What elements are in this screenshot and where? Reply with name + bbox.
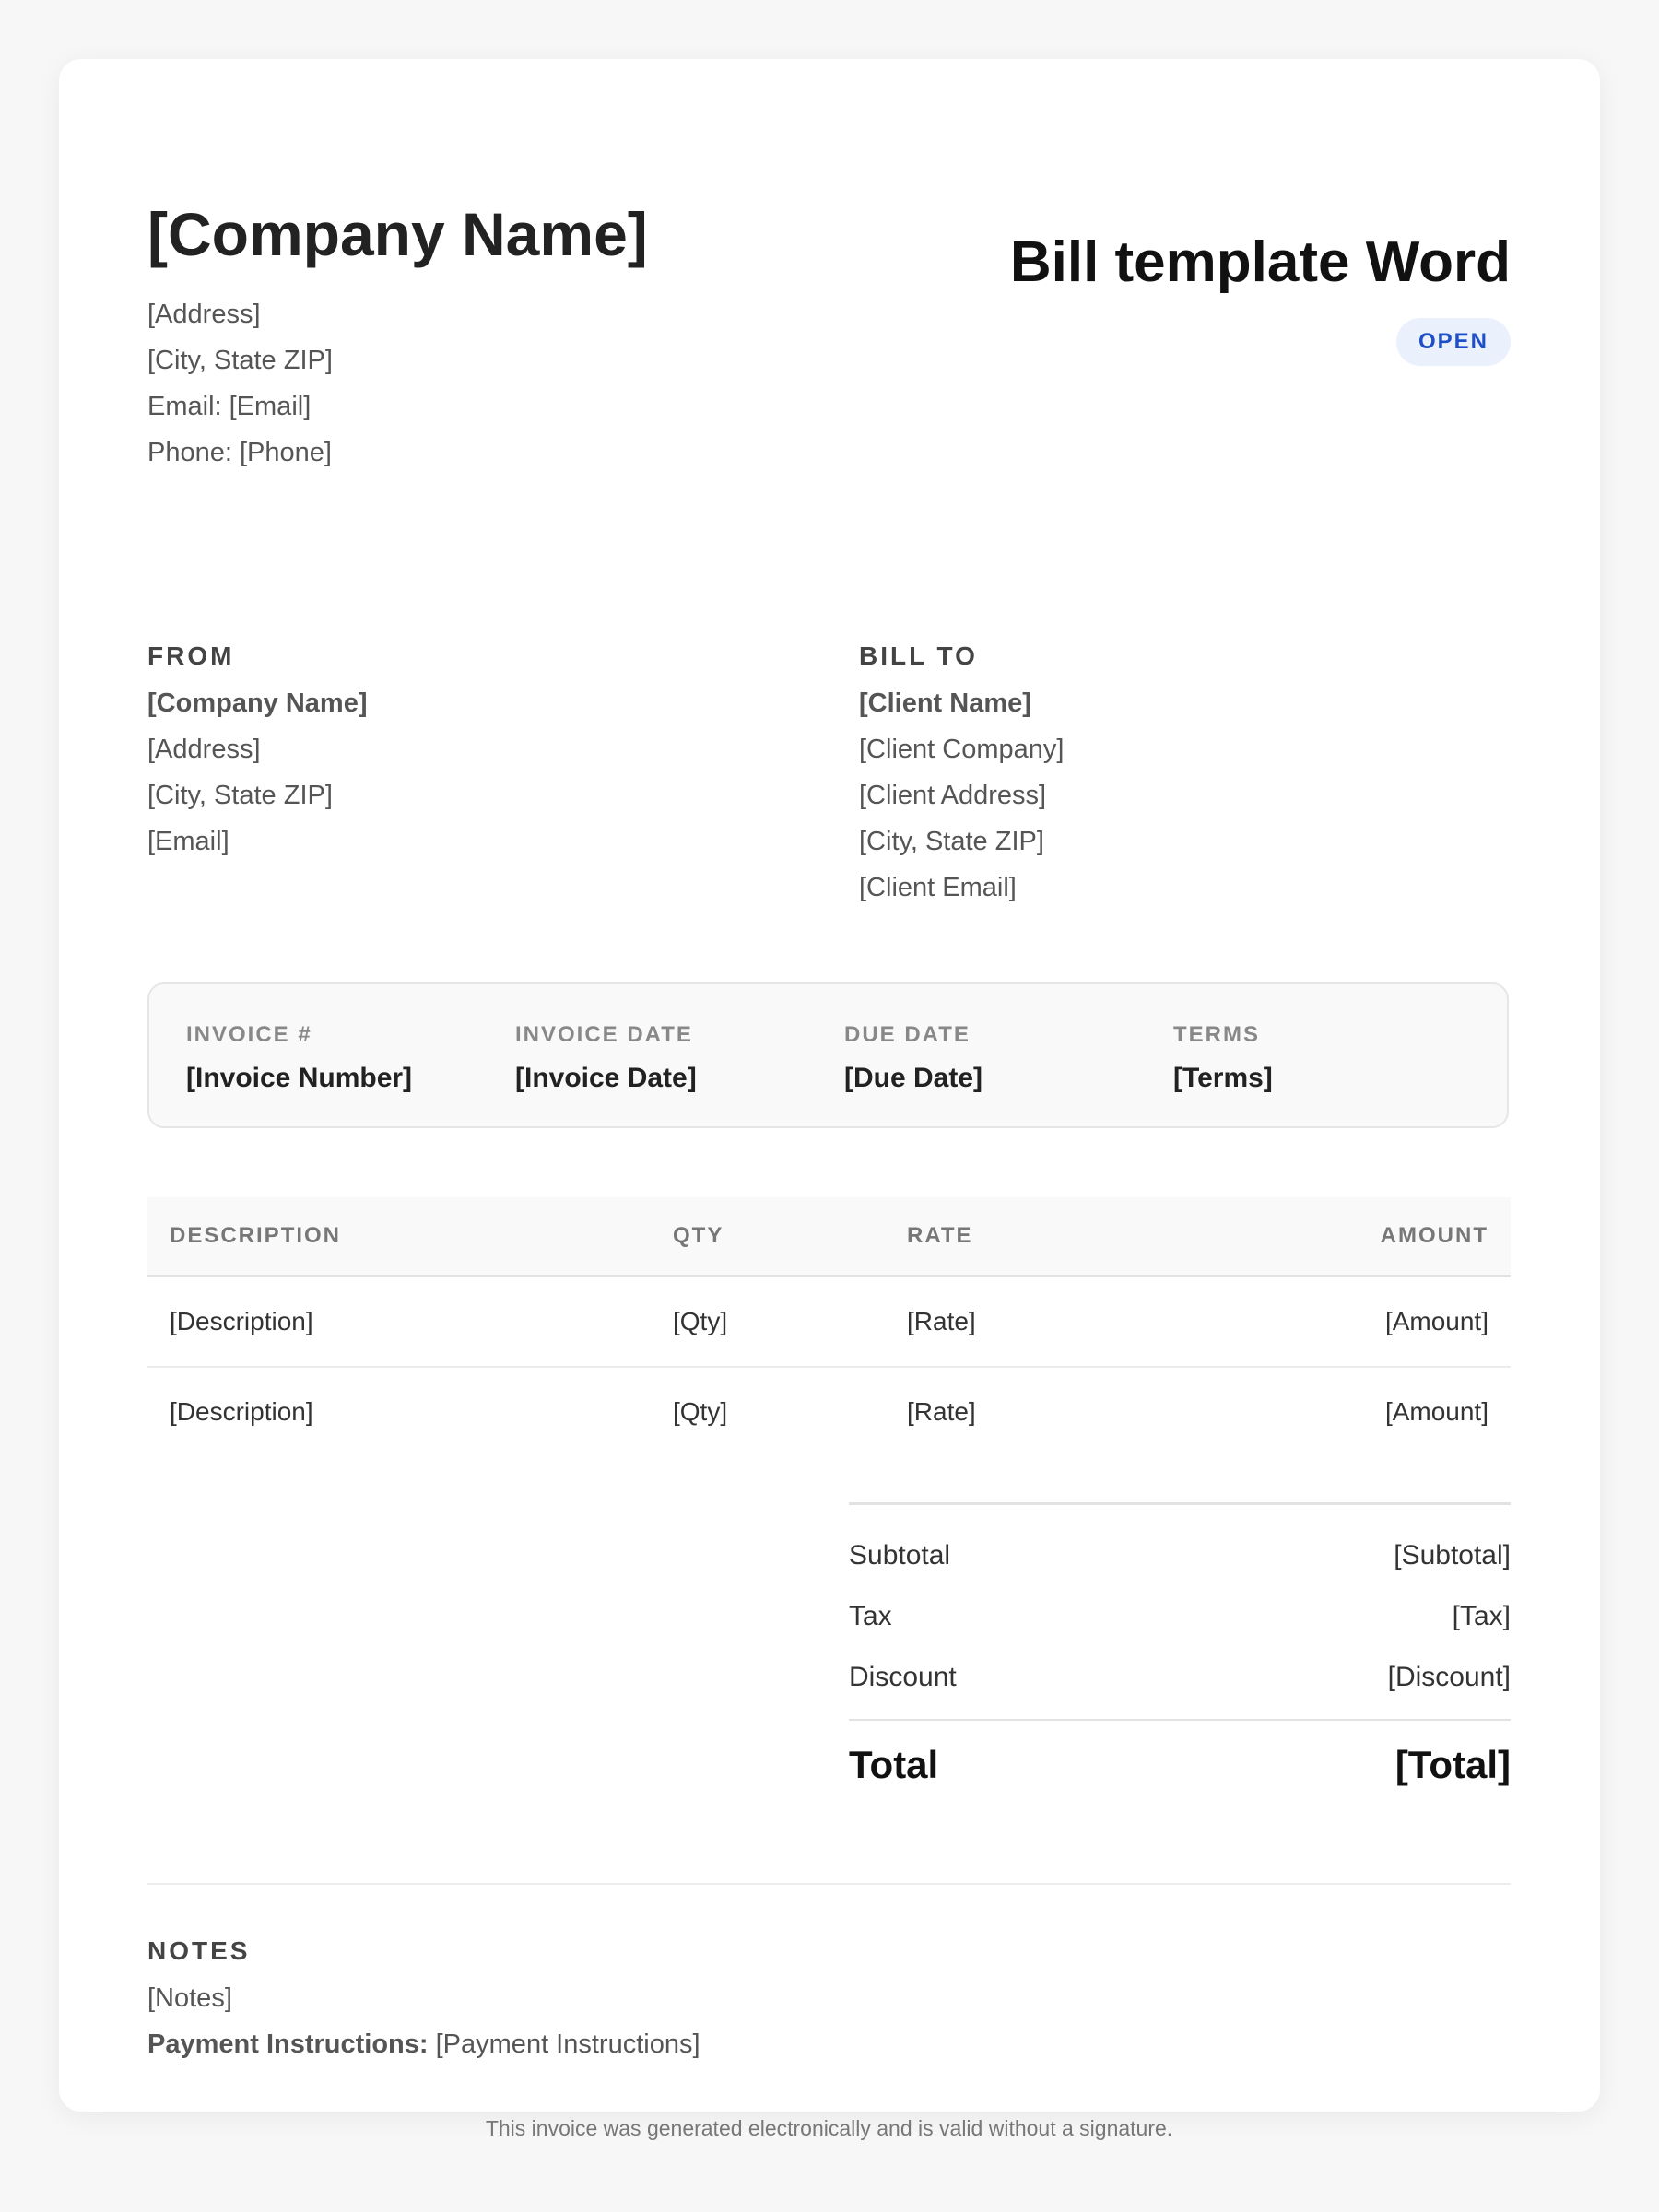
client-city: [City, State ZIP] [859,827,1044,856]
meta-label: INVOICE DATE [515,1022,693,1047]
meta-invoice-date [515,1021,697,1095]
notes-section [147,1883,1511,2067]
cell-amount: [Amount] [1384,1397,1488,1426]
cell-qty: [Qty] [673,1397,728,1426]
table-row [147,1277,1511,1368]
payment-instructions [147,2021,1511,2067]
meta-due-date [844,1021,982,1095]
client-name: [Client Name] [859,688,1031,718]
meta-invoice-number [186,1021,412,1095]
company-city: [City, State ZIP] [147,346,333,375]
meta-label: TERMS [1173,1022,1260,1047]
payment-text: [Payment Instructions] [435,2030,700,2059]
from-address: [Address] [147,735,261,764]
col-description: DESCRIPTION [147,1197,651,1277]
discount-row [849,1647,1511,1708]
subtotal-row [849,1525,1511,1586]
cell-rate: [Rate] [907,1397,976,1426]
meta-terms [1173,1021,1273,1095]
col-amount: AMOUNT [1261,1197,1511,1277]
col-rate: RATE [885,1197,1261,1277]
company-contact [147,291,333,476]
meta-value: [Invoice Number] [186,1063,413,1093]
meta-value: [Invoice Date] [515,1063,697,1093]
tax-label: Tax [849,1601,892,1631]
cell-rate: [Rate] [885,1277,1261,1368]
meta-label: INVOICE # [186,1022,312,1047]
status-badge: OPEN [1396,318,1511,366]
payment-label: Payment Instructions: [147,2030,429,2059]
company-name: [Company Name] [147,200,648,268]
table-row [147,1367,1511,1456]
notes-text: [Notes] [147,1983,232,2013]
company-address: [Address] [147,300,261,329]
discount-label: Discount [849,1662,957,1692]
cell-description: [Description] [170,1397,313,1426]
from-email: [Email] [147,827,229,856]
client-company: [Client Company] [859,735,1065,764]
table-header-row [147,1197,1511,1277]
company-phone: Phone: [Phone] [147,438,332,467]
subtotal-label: Subtotal [849,1540,951,1571]
subtotal-value: [Subtotal] [1394,1540,1511,1571]
cell-qty: [Qty] [651,1277,885,1368]
tax-row [849,1586,1511,1647]
document-title: Bill template Word [1009,230,1511,294]
cell-description: [Description] [147,1277,651,1368]
tax-value: [Tax] [1452,1601,1511,1631]
from-city: [City, State ZIP] [147,781,333,810]
total-row [849,1719,1511,1809]
invoice-card [59,59,1600,2140]
meta-value: [Due Date] [844,1063,983,1093]
from-name: [Company Name] [147,688,368,718]
col-qty: QTY [651,1197,885,1277]
meta-value: [Terms] [1173,1063,1273,1093]
bill-to-section [859,638,1504,911]
invoice-meta-box [147,982,1509,1128]
total-label: Total [849,1743,939,1786]
from-label: FROM [147,641,235,670]
client-email: [Client Email] [859,873,1017,902]
company-email: Email: [Email] [147,392,312,421]
cell-amount: [Amount] [1261,1277,1511,1368]
client-address: [Client Address] [859,781,1047,810]
discount-value: [Discount] [1387,1662,1511,1692]
notes-label: NOTES [147,1936,251,1965]
bill-to-label: BILL TO [859,641,978,670]
total-value: [Total] [1394,1743,1511,1786]
meta-label: DUE DATE [844,1022,971,1047]
footer-note: This invoice was generated electronically and is valid without a signature. [485,2116,1173,2140]
totals-section [849,1502,1511,1809]
from-section [147,638,793,865]
line-items-table [147,1197,1511,1456]
